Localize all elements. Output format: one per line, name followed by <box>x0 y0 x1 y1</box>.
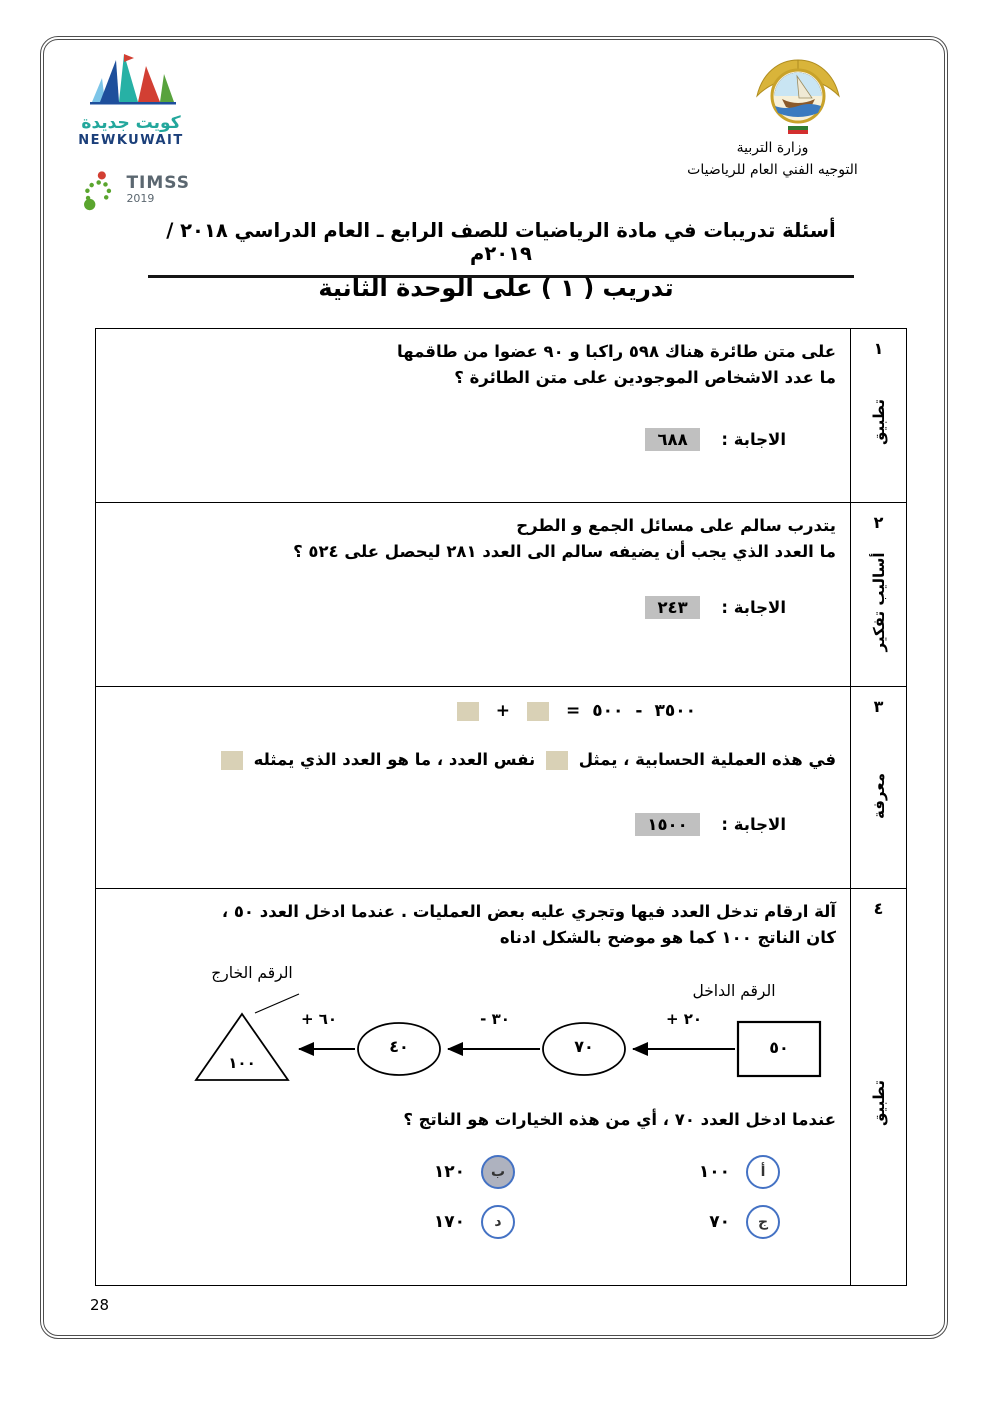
question-3-answer-line <box>110 813 836 836</box>
question-row-1 <box>96 329 906 503</box>
question-3-side-column <box>850 687 906 888</box>
question-1-side-column <box>850 329 906 502</box>
equals-sign: = <box>566 701 581 721</box>
timss-year-label: 2019 <box>126 191 155 205</box>
machine-operation-1: + ٢٠ <box>665 1010 703 1029</box>
timss-name-label: TIMSS <box>126 172 190 193</box>
machine-operation-2: - ٣٠ <box>480 1010 510 1029</box>
option-letter-d: د <box>494 1214 502 1231</box>
blank-box <box>457 702 479 721</box>
question-4-line-1: آلة ارقام تدخل العدد فيها وتجري عليه بعض العمليات . عندما ادخل العدد ٥٠ ، <box>221 902 836 921</box>
newkuwait-english-label: NEWKUWAIT <box>78 132 184 148</box>
question-row-2 <box>96 503 906 687</box>
option-value-d: ١٧٠ <box>433 1212 465 1233</box>
input-number-label: الرقم الداخل <box>692 982 776 1001</box>
plus-sign: + <box>495 701 511 721</box>
equation <box>110 701 836 721</box>
new-kuwait-logo <box>68 50 194 148</box>
newkuwait-arabic-label: كويت جديدة <box>81 113 181 133</box>
question-row-3 <box>96 687 906 889</box>
question-row-4 <box>96 889 906 1285</box>
questions-table <box>95 328 907 1286</box>
option-d[interactable] <box>250 1205 515 1239</box>
machine-mid-value-2: ٤٠ <box>389 1037 409 1057</box>
question-2-answer-value: ٢٤٣ <box>645 596 699 619</box>
machine-input-value: ٥٠ <box>769 1038 789 1058</box>
blank-box <box>221 751 243 770</box>
question-1-content <box>96 329 850 502</box>
question-2-line-2: ما العدد الذي يجب أن يضيفه سالم الى العدد ٢٨١ ليحصل على ٥٢٤ ؟ <box>293 541 836 561</box>
question-2-answer-line <box>110 596 836 619</box>
question-3-number: ٣ <box>873 697 884 716</box>
question-1-line-1: على متن طائرة هناك ٥٩٨ راكبا و ٩٠ عضوا من طاقمها <box>397 342 836 361</box>
question-4-side-column <box>850 889 906 1285</box>
question-3-category: معرفة <box>869 772 888 819</box>
question-2-category: أساليب تفكير <box>869 552 888 652</box>
option-circle-b[interactable] <box>481 1155 515 1189</box>
ministry-text <box>655 138 890 181</box>
question-1-answer-value: ٦٨٨ <box>645 428 699 451</box>
question-2-content <box>96 503 850 686</box>
equation-term-2: ٥٠٠ <box>592 701 624 721</box>
question-4-category: تطبيق <box>869 1079 888 1126</box>
sails-icon <box>70 50 192 110</box>
question-3-sentence <box>110 747 836 773</box>
option-circle-d[interactable] <box>481 1205 515 1239</box>
machine-operation-3: + ٦٠ <box>300 1010 338 1029</box>
option-letter-a: أ <box>760 1164 766 1181</box>
option-value-a: ١٠٠ <box>698 1162 730 1183</box>
machine-output-value: ١٠٠ <box>228 1054 256 1073</box>
ministry-line-1: وزارة التربية <box>736 140 809 156</box>
timss-dots-icon <box>80 164 120 216</box>
question-2-line-1: يتدرب سالم على مسائل الجمع و الطرح <box>516 516 836 535</box>
exercise-title: تدريب ( ١ ) على الوحدة الثانية <box>318 274 674 302</box>
blank-box <box>527 702 549 721</box>
machine-mid-value-1: ٧٠ <box>574 1037 594 1057</box>
kuwait-emblem <box>752 54 844 138</box>
question-3-answer-value: ١٥٠٠ <box>635 813 699 836</box>
question-1-answer-line <box>110 428 836 451</box>
question-4-number: ٤ <box>873 899 884 918</box>
answer-label: الاجابة : <box>721 598 786 618</box>
option-value-b: ١٢٠ <box>433 1162 465 1183</box>
question-3-sentence-part-1: في هذه العملية الحسابية ، يمثل <box>578 750 836 769</box>
timss-logo <box>80 164 190 216</box>
option-c[interactable] <box>515 1205 780 1239</box>
question-2-number: ٢ <box>873 513 884 532</box>
option-letter-c: ج <box>757 1214 769 1231</box>
kuwait-emblem-icon <box>752 54 844 138</box>
minus-sign: - <box>635 701 643 721</box>
question-4-content <box>79 889 850 1285</box>
option-circle-c[interactable] <box>746 1205 780 1239</box>
question-4-question-line: عندما ادخل العدد ٧٠ ، أي من هذه الخيارات هو الناتج ؟ <box>403 1110 836 1130</box>
ministry-line-2: التوجيه الفني العام للرياضيات <box>687 161 858 178</box>
option-a[interactable] <box>515 1155 780 1189</box>
option-b[interactable] <box>250 1155 515 1189</box>
question-1-category: تطبيق <box>869 399 888 446</box>
number-machine-diagram <box>93 956 846 1100</box>
question-1-number: ١ <box>873 339 884 358</box>
blank-box <box>546 751 568 770</box>
page-number: 28 <box>90 1296 110 1314</box>
option-value-c: ٧٠ <box>709 1212 730 1233</box>
option-letter-b: ب <box>490 1164 506 1181</box>
output-number-label: الرقم الخارج <box>211 964 293 983</box>
option-circle-a[interactable] <box>746 1155 780 1189</box>
question-3-sentence-part-2: نفس العدد ، ما هو العدد الذي يمثله <box>253 750 536 769</box>
question-2-side-column <box>850 503 906 686</box>
question-3-content <box>96 687 850 888</box>
question-1-line-2: ما عدد الاشخاص الموجودين على متن الطائرة ؟ <box>454 367 836 387</box>
answer-options <box>93 1155 836 1239</box>
answer-label: الاجابة : <box>721 430 786 450</box>
document-title: أسئلة تدريبات في مادة الرياضيات للصف الرابع ـ العام الدراسي ٢٠١٨ / ٢٠١٩م <box>148 219 854 278</box>
equation-term-1: ٣٥٠٠ <box>654 701 696 721</box>
answer-label: الاجابة : <box>721 814 786 834</box>
question-4-line-2: كان الناتج ١٠٠ كما هو موضح بالشكل ادناه <box>499 927 836 947</box>
